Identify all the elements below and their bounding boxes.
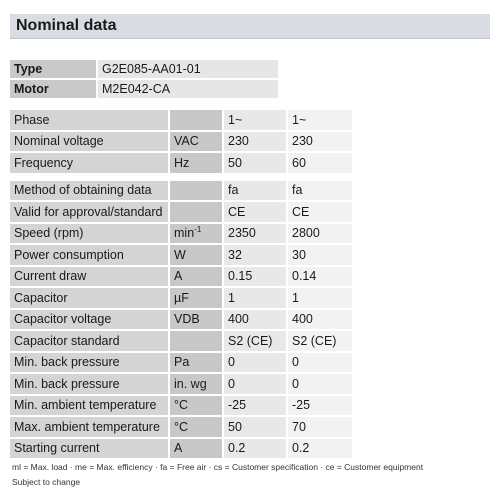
row-label: Max. ambient temperature xyxy=(10,417,168,437)
table-row xyxy=(10,374,352,394)
table-row xyxy=(10,439,352,459)
row-value-1: -25 xyxy=(222,396,286,416)
table-row xyxy=(10,224,352,244)
row-unit: A xyxy=(168,439,222,459)
row-label: Valid for approval/standard xyxy=(10,202,168,222)
row-value-2: 70 xyxy=(286,417,352,437)
row-unit: A xyxy=(168,267,222,287)
row-value-1: 230 xyxy=(222,132,286,152)
row-value-2: fa xyxy=(286,181,352,201)
row-label: Method of obtaining data xyxy=(10,181,168,201)
row-unit: $\min^{-1}$ xyxy=(168,224,222,244)
row-value-1: 1~ xyxy=(222,110,286,130)
row-label: Nominal voltage xyxy=(10,132,168,152)
row-value-1: S2 (CE) xyxy=(222,331,286,351)
row-value-2: CE xyxy=(286,202,352,222)
row-unit: °C xyxy=(168,417,222,437)
row-value-2: 1~ xyxy=(286,110,352,130)
footnote: ml = Max. load · me = Max. efficiency · fa = Free air · cs = Customer specification · ce = Customer equipment xyxy=(12,462,424,472)
motor-label: Motor xyxy=(10,80,96,98)
row-unit: in. wg xyxy=(168,374,222,394)
row-value-2: -25 xyxy=(286,396,352,416)
row-value-1: 50 xyxy=(222,153,286,173)
unit-superscript: -1 xyxy=(194,225,202,235)
row-unit: W xyxy=(168,245,222,265)
identity-table xyxy=(10,58,278,100)
gap-cell xyxy=(10,175,352,179)
row-unit: µF xyxy=(168,288,222,308)
table-row xyxy=(10,110,352,130)
row-value-1: 32 xyxy=(222,245,286,265)
row-unit xyxy=(168,331,222,351)
row-unit xyxy=(168,110,222,130)
row-value-2: 30 xyxy=(286,245,352,265)
table-row xyxy=(10,417,352,437)
table-row xyxy=(10,181,352,201)
row-label: Capacitor voltage xyxy=(10,310,168,330)
row-value-1: 0 xyxy=(222,374,286,394)
table-row xyxy=(10,132,352,152)
row-label: Speed (rpm) xyxy=(10,224,168,244)
row-value-2: 2800 xyxy=(286,224,352,244)
table-row xyxy=(10,396,352,416)
row-label: Capacitor standard xyxy=(10,331,168,351)
table-row xyxy=(10,288,352,308)
row-label: Min. back pressure xyxy=(10,374,168,394)
row-value-2: 0.2 xyxy=(286,439,352,459)
subject-to-change: Subject to change xyxy=(12,477,81,487)
row-value-1: 2350 xyxy=(222,224,286,244)
row-unit: VAC xyxy=(168,132,222,152)
section-header xyxy=(10,14,490,39)
row-label: Capacitor xyxy=(10,288,168,308)
row-label: Frequency xyxy=(10,153,168,173)
table-row xyxy=(10,310,352,330)
row-value-1: fa xyxy=(222,181,286,201)
row-value-2: 0.14 xyxy=(286,267,352,287)
row-value-2: 0 xyxy=(286,353,352,373)
row-unit xyxy=(168,181,222,201)
row-value-1: 0 xyxy=(222,353,286,373)
row-unit: °C xyxy=(168,396,222,416)
row-value-1: 50 xyxy=(222,417,286,437)
table-row xyxy=(10,202,352,222)
row-value-2: S2 (CE) xyxy=(286,331,352,351)
row-value-2: 1 xyxy=(286,288,352,308)
row-unit xyxy=(168,202,222,222)
row-unit: Pa xyxy=(168,353,222,373)
table-row xyxy=(10,353,352,373)
nominal-data-table xyxy=(10,108,352,460)
row-value-2: 60 xyxy=(286,153,352,173)
row-label: Starting current xyxy=(10,439,168,459)
type-value: G2E085-AA01-01 xyxy=(96,60,278,78)
row-value-2: 230 xyxy=(286,132,352,152)
row-value-1: CE xyxy=(222,202,286,222)
row-label: Current draw xyxy=(10,267,168,287)
row-unit: VDB xyxy=(168,310,222,330)
section-title: Nominal data xyxy=(16,17,117,34)
row-label: Phase xyxy=(10,110,168,130)
row-value-1: 0.2 xyxy=(222,439,286,459)
row-value-2: 400 xyxy=(286,310,352,330)
type-row xyxy=(10,60,278,78)
row-label: Min. ambient temperature xyxy=(10,396,168,416)
row-value-2: 0 xyxy=(286,374,352,394)
table-row xyxy=(10,267,352,287)
row-value-1: 1 xyxy=(222,288,286,308)
type-label: Type xyxy=(10,60,96,78)
row-value-1: 0.15 xyxy=(222,267,286,287)
row-label: Min. back pressure xyxy=(10,353,168,373)
table-row xyxy=(10,245,352,265)
row-group-gap xyxy=(10,175,352,179)
motor-row xyxy=(10,80,278,98)
table-row xyxy=(10,331,352,351)
row-unit: Hz xyxy=(168,153,222,173)
table-row xyxy=(10,153,352,173)
row-value-1: 400 xyxy=(222,310,286,330)
motor-value: M2E042-CA xyxy=(96,80,278,98)
row-label: Power consumption xyxy=(10,245,168,265)
